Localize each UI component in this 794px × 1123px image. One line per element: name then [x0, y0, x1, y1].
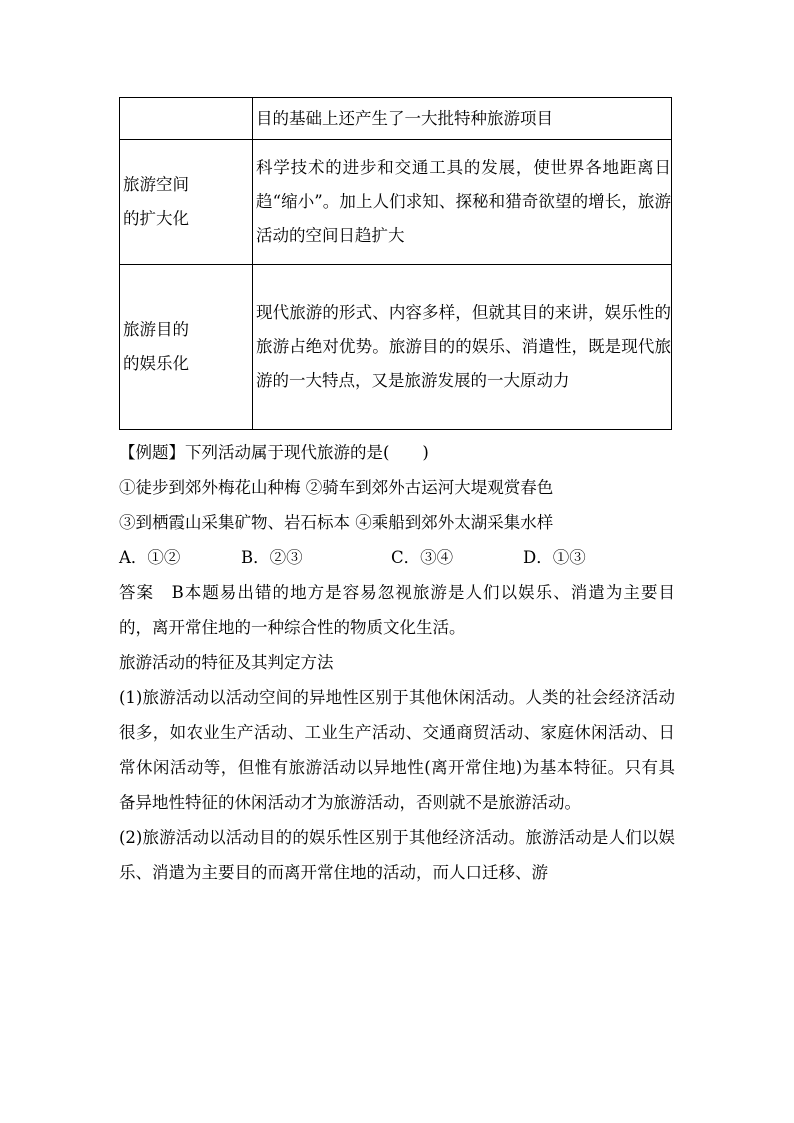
option-c: C．③④: [391, 548, 454, 567]
row-label: 旅游目的 的娱乐化: [120, 265, 253, 430]
row-content: 科学技术的进步和交通工具的发展，使世界各地距离日趋“缩小”。加上人们求知、探秘和猎奇欲望的增长，旅游活动的空间日趋扩大: [253, 140, 672, 265]
option-b: B．②③: [241, 548, 303, 567]
row-content: 目的基础上还产生了一大批特种旅游项目: [253, 98, 672, 140]
row-label: 旅游空间 的扩大化: [120, 140, 253, 265]
answer-text: 答案 B本题易出错的地方是容易忽视旅游是人们以娱乐、消遣为主要目的，离开常住地的一种综合性的物质文化生活。: [119, 583, 675, 637]
table-row: [120, 140, 672, 265]
table-row: [120, 98, 672, 140]
paragraph: (2)旅游活动以活动目的的娱乐性区别于其他经济活动。旅游活动是人们以娱乐、消遣为主要目的而离开常住地的活动，而人口迁移、游: [119, 828, 675, 882]
section-heading: 旅游活动的特征及其判定方法: [119, 653, 334, 672]
example-title: 【例题】下列活动属于现代旅游的是( ): [119, 443, 429, 462]
features-table: [119, 97, 672, 430]
example-statements: ①徒步到郊外梅花山种梅 ②骑车到郊外古运河大堤观赏春色: [119, 478, 554, 497]
body-text: [119, 435, 675, 890]
table-row: [120, 265, 672, 430]
option-a: A．①②: [119, 548, 181, 567]
example-statements: ③到栖霞山采集矿物、岩石标本 ④乘船到郊外太湖采集水样: [119, 513, 554, 532]
row-label: [120, 98, 253, 140]
option-d: D．①③: [523, 548, 586, 567]
example-options: [119, 540, 675, 575]
paragraph: (1)旅游活动以活动空间的异地性区别于其他休闲活动。人类的社会经济活动很多，如农业生产活动、工业生产活动、交通商贸活动、家庭休闲活动、日常休闲活动等，但惟有旅游活动以异地性(离开常住地)为基本特征。只有具备异地性特征的休闲活动才为旅游活动，否则就不是旅游活动。: [119, 688, 675, 812]
row-content: 现代旅游的形式、内容多样，但就其目的来讲，娱乐性的旅游占绝对优势。旅游目的的娱乐、消遣性，既是现代旅游的一大特点，又是旅游发展的一大原动力: [253, 265, 672, 430]
